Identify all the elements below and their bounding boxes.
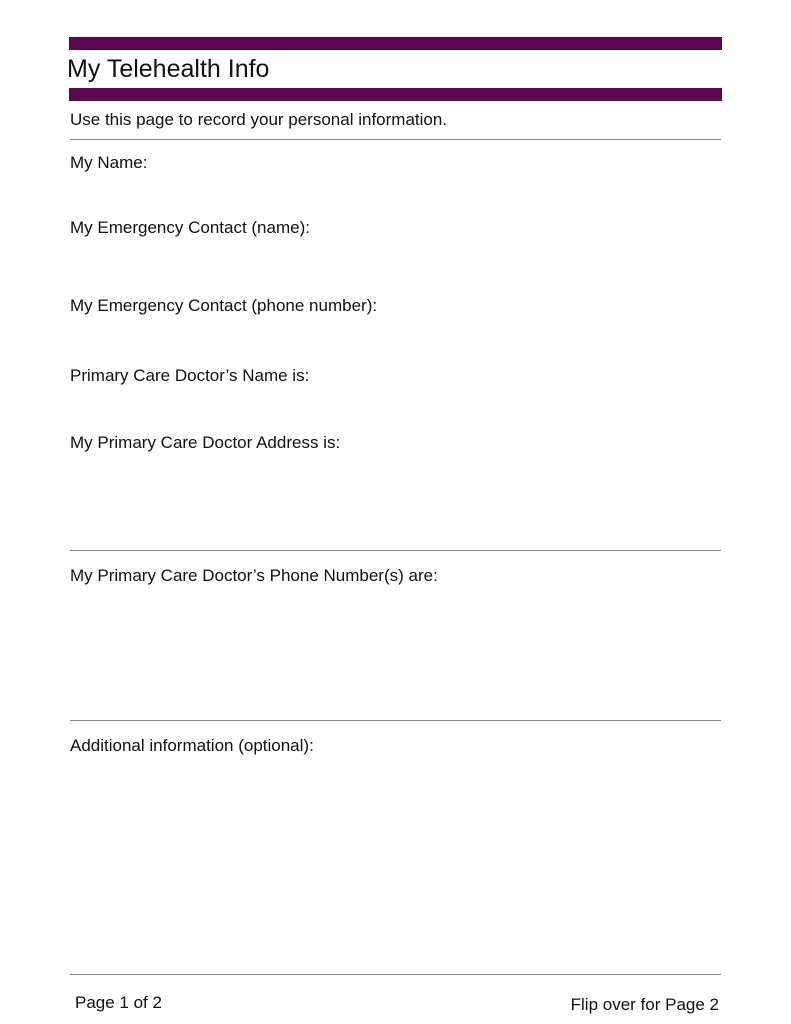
footer-divider [70,974,721,975]
field-label-emergency-contact-name: My Emergency Contact (name): [70,218,310,237]
field-label-doctor-phone: My Primary Care Doctor’s Phone Number(s) are: [70,566,438,585]
flip-over-note: Flip over for Page 2 [570,995,719,1014]
field-label-doctor-address: My Primary Care Doctor Address is: [70,433,341,452]
page-title: My Telehealth Info [67,55,270,83]
divider [70,139,721,140]
field-label-name: My Name: [70,153,148,172]
page-number: Page 1 of 2 [75,993,162,1012]
divider [70,720,721,721]
divider [70,550,721,551]
header-top-bar [69,37,722,50]
field-label-doctor-name: Primary Care Doctor’s Name is: [70,366,310,385]
intro-text: Use this page to record your personal information. [70,110,448,129]
header-bottom-bar [69,88,722,101]
field-label-additional-info: Additional information (optional): [70,736,314,755]
field-label-emergency-contact-phone: My Emergency Contact (phone number): [70,296,378,315]
